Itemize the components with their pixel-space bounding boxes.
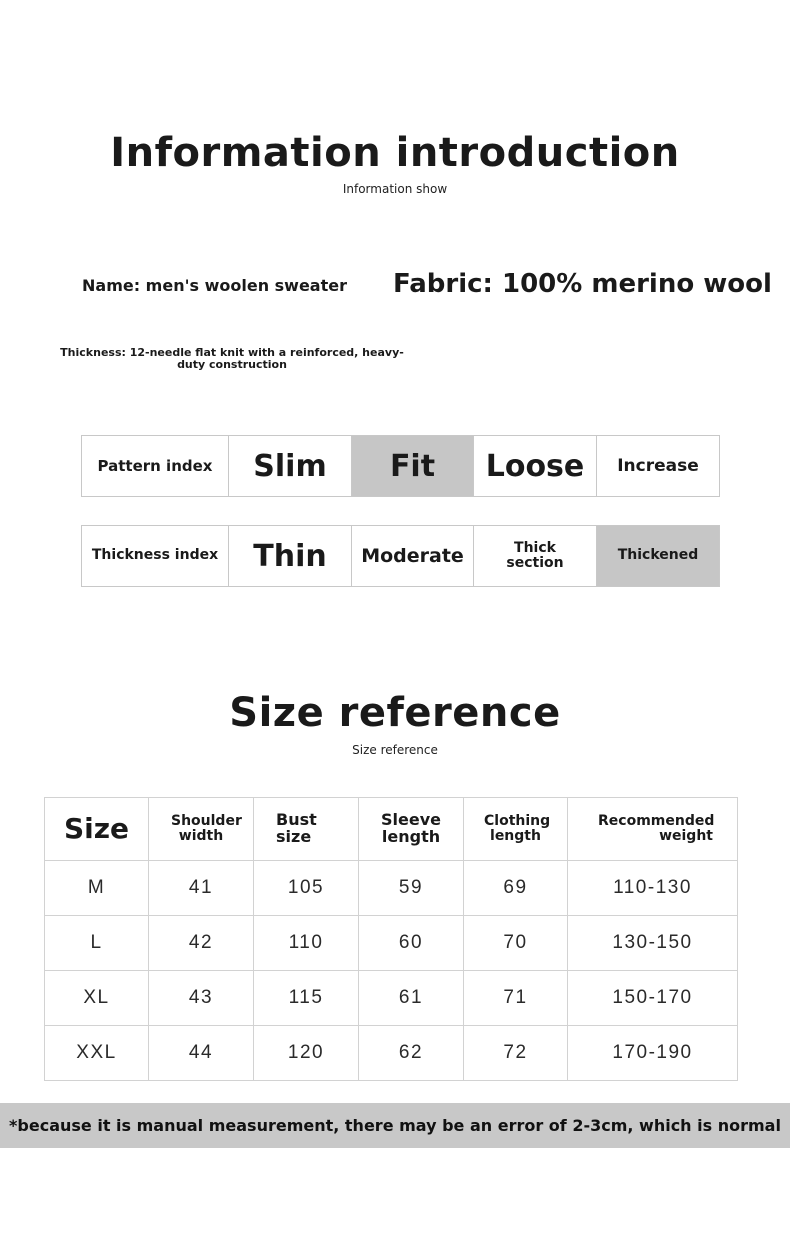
pattern-index-label: Pattern index bbox=[82, 436, 229, 497]
section-title-info: Information introduction bbox=[110, 130, 680, 176]
cell-length: 69 bbox=[464, 861, 568, 916]
cell-bust: 115 bbox=[254, 971, 359, 1026]
table-row bbox=[45, 916, 738, 971]
size-table-header bbox=[45, 798, 738, 861]
pattern-option-fit-selected: Fit bbox=[352, 436, 474, 497]
thickness-index-label: Thickness index bbox=[82, 526, 229, 587]
cell-length: 70 bbox=[464, 916, 568, 971]
thickness-option-thick-section: Thick section bbox=[474, 526, 597, 587]
cell-sleeve: 61 bbox=[359, 971, 464, 1026]
thickness-option-thin: Thin bbox=[229, 526, 352, 587]
cell-size: XXL bbox=[45, 1026, 149, 1081]
header-recommended-weight: Recommended weight bbox=[568, 798, 738, 861]
cell-weight: 110-130 bbox=[568, 861, 738, 916]
cell-length: 72 bbox=[464, 1026, 568, 1081]
measurement-note-bar bbox=[0, 1103, 790, 1148]
thickness-option-moderate: Moderate bbox=[352, 526, 474, 587]
section-subtitle-info: Information show bbox=[342, 182, 448, 196]
cell-sleeve: 59 bbox=[359, 861, 464, 916]
cell-bust: 120 bbox=[254, 1026, 359, 1081]
cell-size: XL bbox=[45, 971, 149, 1026]
cell-shoulder: 44 bbox=[149, 1026, 254, 1081]
cell-bust: 110 bbox=[254, 916, 359, 971]
header-bust-size: Bust size bbox=[254, 798, 359, 861]
cell-sleeve: 62 bbox=[359, 1026, 464, 1081]
section-title-size: Size reference bbox=[229, 690, 561, 736]
pattern-option-loose: Loose bbox=[474, 436, 597, 497]
pattern-option-slim: Slim bbox=[229, 436, 352, 497]
measurement-note: *because it is manual measurement, there may be an error of 2-3cm, which is normal bbox=[9, 1116, 781, 1135]
header-clothing-length: Clothing length bbox=[464, 798, 568, 861]
cell-length: 71 bbox=[464, 971, 568, 1026]
product-fabric: Fabric: 100% merino wool bbox=[393, 269, 772, 299]
cell-size: M bbox=[45, 861, 149, 916]
cell-shoulder: 41 bbox=[149, 861, 254, 916]
cell-weight: 170-190 bbox=[568, 1026, 738, 1081]
header-size: Size bbox=[45, 798, 149, 861]
size-table bbox=[44, 797, 738, 1081]
thickness-option-thickened-selected: Thickened bbox=[597, 526, 720, 587]
product-name: Name: men's woolen sweater bbox=[82, 276, 347, 295]
product-thickness: Thickness: 12-needle flat knit with a reinforced, heavy-duty construction bbox=[60, 346, 404, 371]
pattern-option-increase: Increase bbox=[597, 436, 720, 497]
cell-sleeve: 60 bbox=[359, 916, 464, 971]
pattern-index-table bbox=[81, 435, 720, 497]
cell-weight: 130-150 bbox=[568, 916, 738, 971]
thickness-index-table bbox=[81, 525, 720, 587]
cell-shoulder: 42 bbox=[149, 916, 254, 971]
table-row bbox=[45, 861, 738, 916]
cell-bust: 105 bbox=[254, 861, 359, 916]
section-subtitle-size: Size reference bbox=[352, 743, 438, 757]
cell-shoulder: 43 bbox=[149, 971, 254, 1026]
header-shoulder-width: Shoulder width bbox=[149, 798, 254, 861]
cell-size: L bbox=[45, 916, 149, 971]
table-row bbox=[45, 1026, 738, 1081]
cell-weight: 150-170 bbox=[568, 971, 738, 1026]
table-row bbox=[45, 971, 738, 1026]
header-sleeve-length: Sleeve length bbox=[359, 798, 464, 861]
